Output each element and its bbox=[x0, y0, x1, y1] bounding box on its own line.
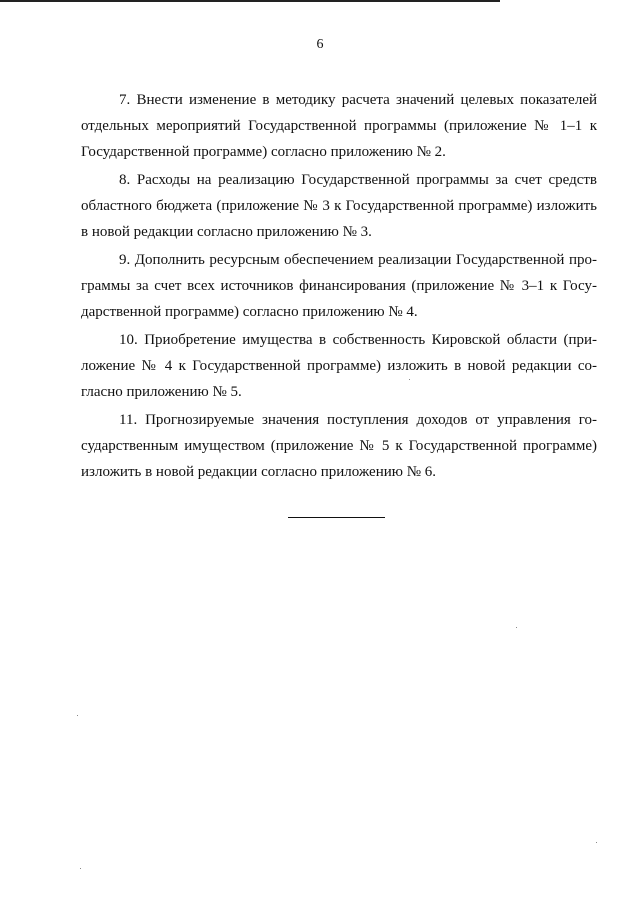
paragraph-line: граммы за счет всех источников финансирования (приложение № 3–1 к Госу- bbox=[81, 278, 597, 294]
paragraph-item-10 bbox=[81, 327, 597, 405]
document-body bbox=[81, 87, 597, 485]
paragraph-line: 9. Дополнить ресурсным обеспечением реализации Государственной про- bbox=[119, 252, 597, 268]
paragraph-line: 11. Прогнозируемые значения поступления доходов от управления го- bbox=[119, 412, 597, 428]
paragraph-item-7 bbox=[81, 87, 597, 165]
paragraph-line: к Государственной программе) согласно приложению № 2. bbox=[81, 118, 597, 160]
end-of-text-rule bbox=[288, 517, 385, 518]
scan-speck bbox=[77, 715, 78, 716]
paragraph-line: 7. Внести изменение в методику расчета значений целевых показателей bbox=[119, 92, 597, 108]
scan-speck bbox=[409, 379, 410, 380]
paragraph-line: 8. Расходы на реализацию Государственной программы за счет средств bbox=[119, 172, 597, 188]
paragraph-line: в новой редакции согласно приложению № 3. bbox=[81, 224, 372, 240]
paragraph-line: 10. Приобретение имущества в собственность Кировской области (при- bbox=[119, 332, 597, 348]
paragraph-item-11 bbox=[81, 407, 597, 485]
top-border-line bbox=[0, 0, 500, 2]
paragraph-item-9 bbox=[81, 247, 597, 325]
paragraph-line: изложить в новой редакции согласно приложению № 6. bbox=[81, 464, 437, 480]
scan-speck bbox=[596, 842, 597, 843]
paragraph-item-8 bbox=[81, 167, 597, 245]
scan-speck bbox=[80, 868, 81, 869]
paragraph-line: сударственным имуществом (приложение № 5 к Государственной программе) bbox=[81, 438, 597, 454]
paragraph-line: дарственной программе) согласно приложению № 4. bbox=[81, 304, 418, 320]
scan-speck bbox=[516, 627, 517, 628]
paragraph-line: отдельных мероприятий Государственной программы (приложение № 1–1 bbox=[81, 118, 590, 134]
paragraph-line: областного бюджета (приложение № 3 к Государственной программе) изложить bbox=[81, 198, 597, 214]
page-number: 6 bbox=[316, 37, 324, 52]
paragraph-line: гласно приложению № 5. bbox=[81, 384, 242, 400]
paragraph-line: ложение № 4 к Государственной программе) изложить в новой редакции со- bbox=[81, 358, 597, 374]
